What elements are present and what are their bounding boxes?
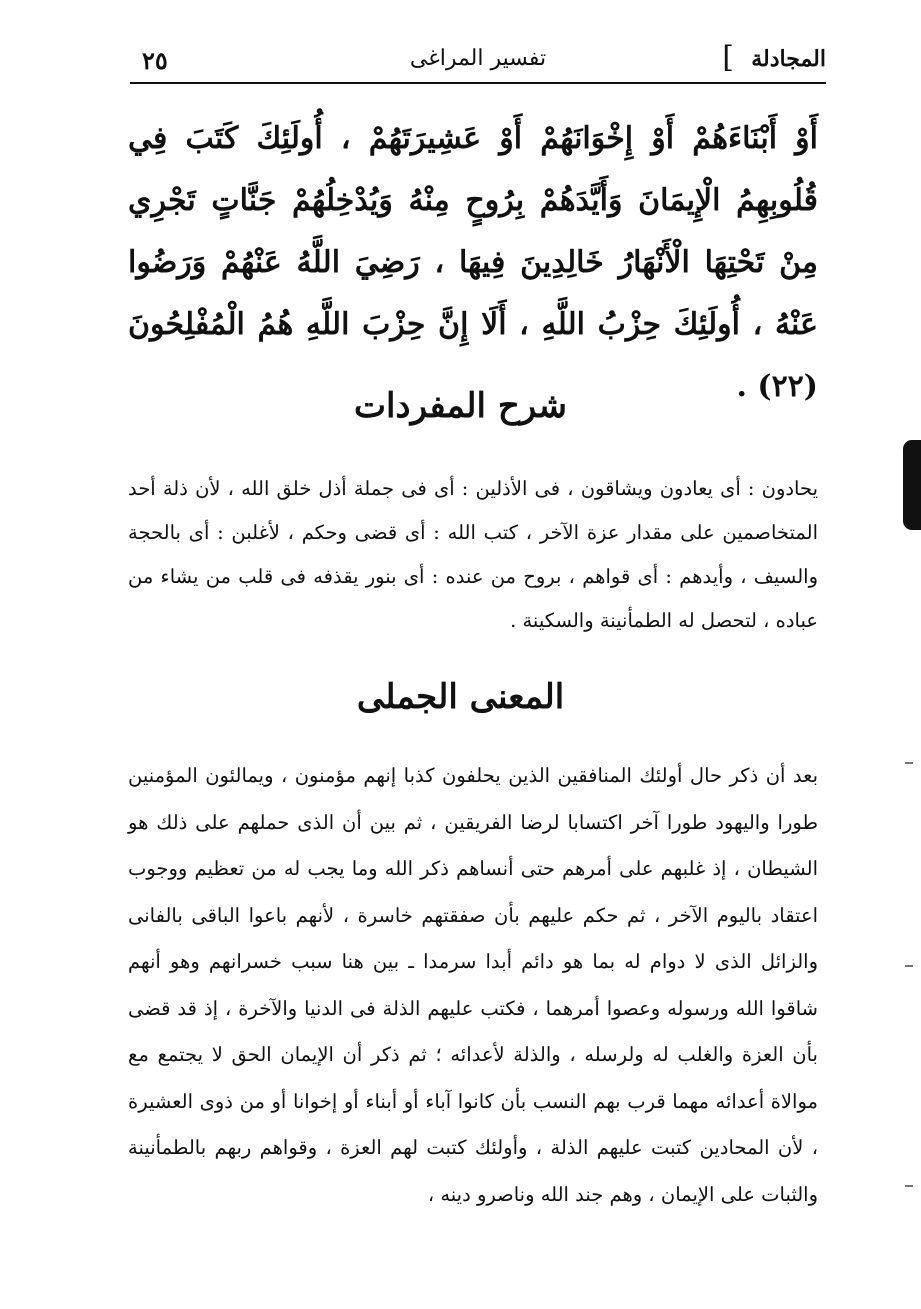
scan-tick <box>905 1185 913 1187</box>
page-header <box>130 42 826 84</box>
section-title-general-meaning: المعنى الجملى <box>356 677 565 717</box>
section-title-vocabulary: شرح المفردات <box>353 386 568 426</box>
page-number: ٢٥ <box>142 46 168 75</box>
scan-tick <box>905 762 913 764</box>
general-meaning-text: بعد أن ذكر حال أولئك المنافقين الذين يحلفون كذبا إنهم مؤمنون ، ويمالئون المؤمنين طورا واليهود طورا آخر اكتسابا لرضا الفريقين ، ثم بين أن الذى حملهم على ذلك هو الشيطان ، إذ غلبهم على أمرهم حتى أنساهم ذكر الله وما يجب له من تعظيم ووجوب اعتقاد باليوم الآخر ، ثم حكم عليهم بأن صفقتهم خاسرة ، لأنهم باعوا الباقى بالفانى والزائل الذى لا دوام له بما هو دائم أبدا سرمدا ـ بين هنا سبب خسرانهم وهو أنهم شاقوا الله ورسوله وعصوا أمرهما ، فكتب عليهم الذلة فى الدنيا والآخرة ، إذ قد قضى بأن العزة والغلب له ولرسله ، والذلة لأعدائه ؛ ثم ذكر أن الإيمان الحق لا يجتمع مع موالاة أعدائه مهما قرب بهم النسب بأن كانوا آباء أو أبناء أو إخوانا أو من ذوى العشيرة ، لأن المحادين كتبت عليهم الذلة ، وأولئك كتبت لهم العزة ، وقواهم ربهم بالطمأنينة والثبات على الإيمان ، وهم جند الله وناصرو دينه ، <box>128 764 818 1206</box>
book-title: تفسير المراغى <box>409 46 547 71</box>
surah-name: المجادلة <box>751 46 826 72</box>
quran-verse: أَوْ أَبْنَاءَهُمْ أَوْ إِخْوَانَهُمْ أَوْ عَشِيرَتَهُمْ ، أُولَئِكَ كَتَبَ فِي قُلُوبِهِمُ الْإِيمَانَ وَأَيَّدَهُمْ بِرُوحٍ مِنْهُ وَيُدْخِلُهُمْ جَنَّاتٍ تَجْرِي مِنْ تَحْتِهَا الْأَنْهَارُ خَالِدِينَ فِيهَا ، رَضِيَ اللَّهُ عَنْهُمْ وَرَضُوا عَنْهُ ، أُولَئِكَ حِزْبُ اللَّهِ ، أَلَا إِنَّ حِزْبَ اللَّهِ هُمُ الْمُفْلِحُونَ (٢٢) . <box>128 121 818 404</box>
scan-edge-mark <box>903 440 921 530</box>
vocabulary-text: يحادون : أى يعادون ويشاقون ، فى الأذلين : أى فى جملة أذل خلق الله ، لأن ذلة أحد المتخاصمين على مقدار عزة الآخر ، كتب الله : أى قضى وحكم ، لأغلبن : أى بالحجة والسيف ، وأيدهم : أى قواهم ، بروح من عنده : أى بنور يقذفه فى قلب من يشاء من عباده ، لتحصل له الطمأنينة والسكينة . <box>128 477 818 632</box>
scan-tick <box>905 965 913 967</box>
header-bracket: ] <box>722 40 734 75</box>
